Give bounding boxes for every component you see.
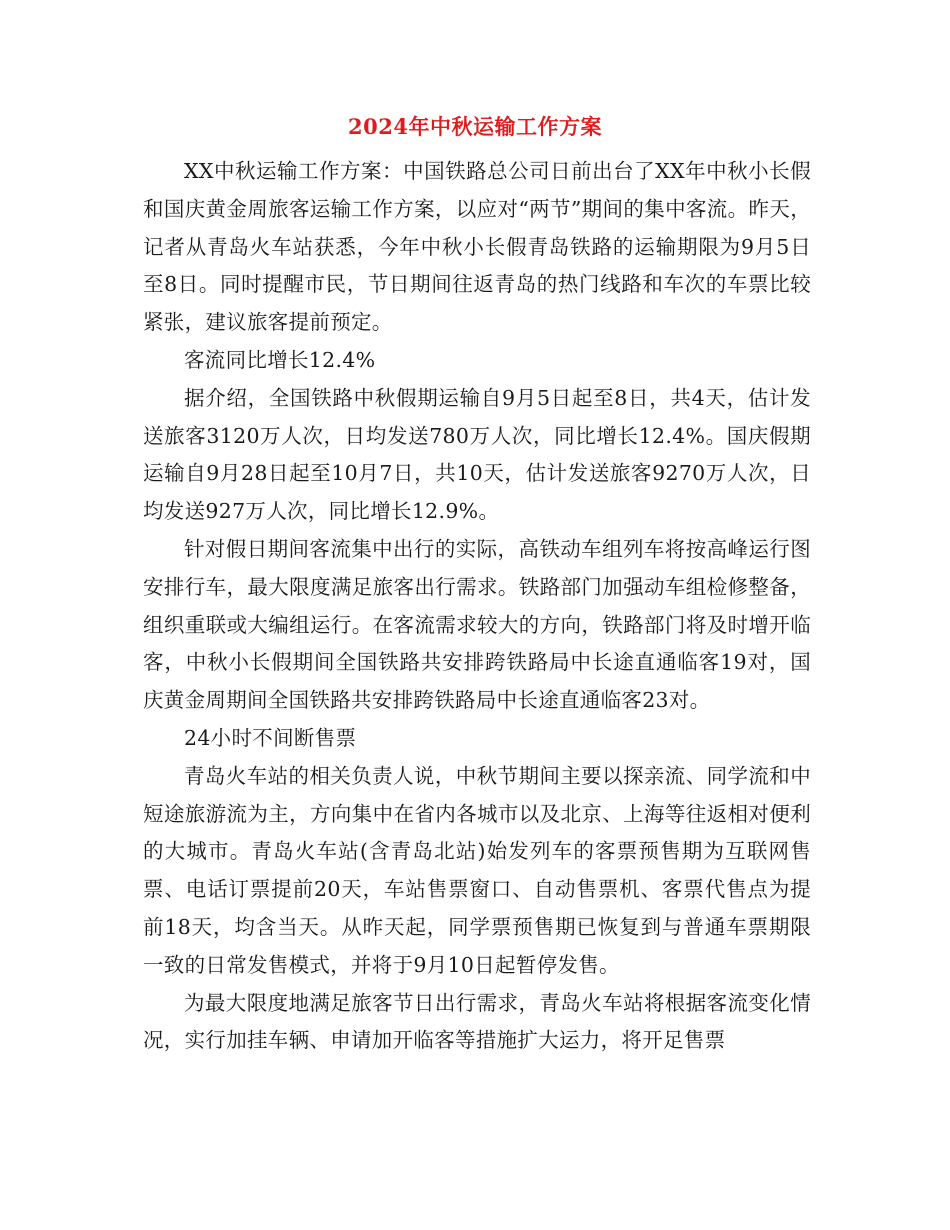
paragraph-train-arrangement: 针对假日期间客流集中出行的实际，高铁动车组列车将按高峰运行图安排行车，最大限度满足旅客出行需求。铁路部门加强动车组检修整备，组织重联或大编组运行。在客流需求较大的方向，铁路部门将及时增开临客，中秋小长假期间全国铁路共安排跨铁路局中长途直通临客19对，国庆黄金周期间全国铁路共安排跨铁路局中长途直通临客23对。 — [143, 536, 811, 713]
section-heading-ticketing: 24小时不间断售票 — [184, 725, 357, 750]
section-heading-passenger-growth: 客流同比增长12.4% — [184, 347, 376, 372]
paragraph-capacity-measures: 为最大限度地满足旅客节日出行需求，青岛火车站将根据客流变化情况，实行加挂车辆、申请加开临客等措施扩大运力，将开足售票 — [143, 990, 811, 1053]
paragraph-holiday-volume: 据介绍，全国铁路中秋假期运输自9月5日起至8日，共4天，估计发送旅客3120万人次，日均发送780万人次，同比增长12.4%。国庆假期运输自9月28日起至10月7日，共10天，估计发送旅客9270万人次，日均发送927万人次，同比增长12.9%。 — [143, 385, 811, 524]
paragraph-intro: XX中秋运输工作方案：中国铁路总公司日前出台了XX年中秋小长假和国庆黄金周旅客运输工作方案，以应对“两节”期间的集中客流。昨天，记者从青岛火车站获悉，今年中秋小长假青岛铁路的运输期限为9月5日至8日。同时提醒市民，节日期间往返青岛的热门线路和车次的车票比较紧张，建议旅客提前预定。 — [143, 159, 811, 335]
document-body — [143, 153, 811, 1060]
document-title: 2024年中秋运输工作方案 — [348, 114, 602, 139]
paragraph-ticket-presale: 青岛火车站的相关负责人说，中秋节期间主要以探亲流、同学流和中短途旅游流为主，方向集中在省内各城市以及北京、上海等往返相对便利的大城市。青岛火车站(含青岛北站)始发列车的客票预售期为互联网售票、电话订票提前20天，车站售票窗口、自动售票机、客票代售点为提前18天，均含当天。从昨天起，同学票预售期已恢复到与普通车票期限一致的日常发售模式，并将于9月10日起暂停发售。 — [143, 763, 811, 977]
